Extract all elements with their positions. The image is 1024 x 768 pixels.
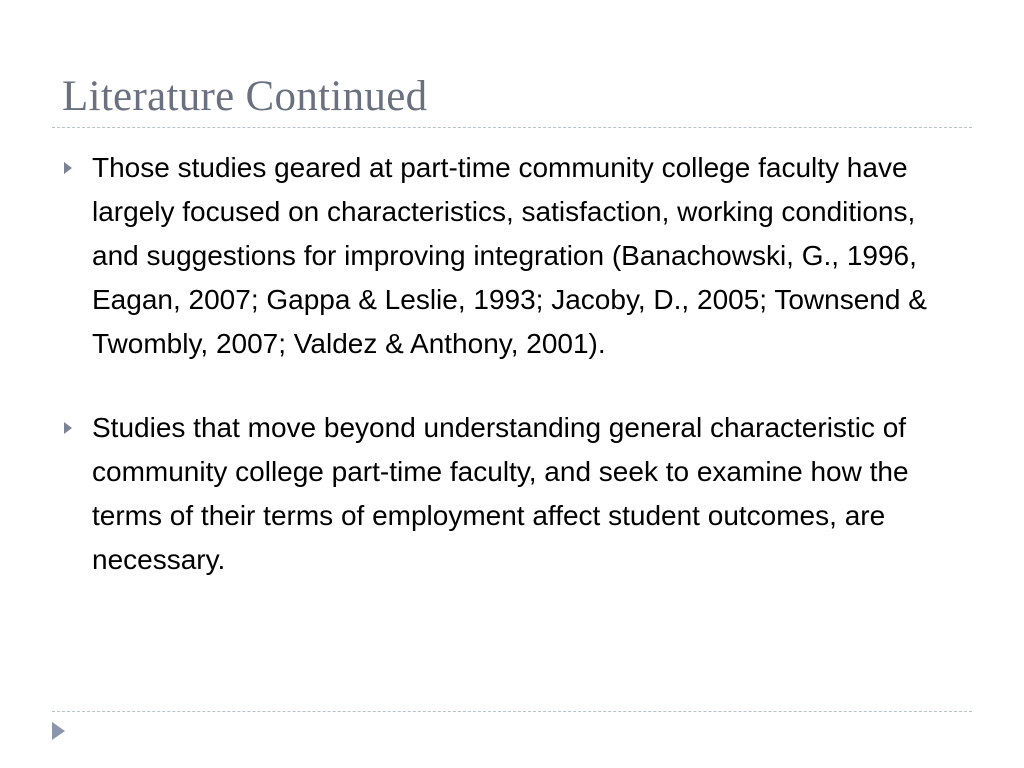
bullet-item bbox=[60, 406, 960, 582]
play-triangle-icon[interactable] bbox=[52, 722, 65, 740]
slide-title: Literature Continued bbox=[62, 73, 428, 120]
bullet-list bbox=[60, 146, 960, 582]
footer-divider bbox=[52, 711, 972, 712]
bullet-text: Studies that move beyond understanding general characteristic of community college part-time faculty, and seek to examine how the terms of their terms of employment affect student outcomes, are necessary. bbox=[92, 412, 909, 575]
title-divider bbox=[52, 127, 972, 128]
bullet-text: Those studies geared at part-time community college faculty have largely focused on characteristics, satisfaction, working conditions, and suggestions for improving integration (Banachowski, G., 1996, Eagan, 2007; Gappa & Leslie, 1993; Jacoby, D., 2005; Townsend & Twombly, 2007; Valdez & Anthony, 2001). bbox=[92, 152, 927, 359]
bullet-item bbox=[60, 146, 960, 366]
triangle-bullet-icon bbox=[64, 422, 72, 434]
triangle-bullet-icon bbox=[64, 162, 72, 174]
